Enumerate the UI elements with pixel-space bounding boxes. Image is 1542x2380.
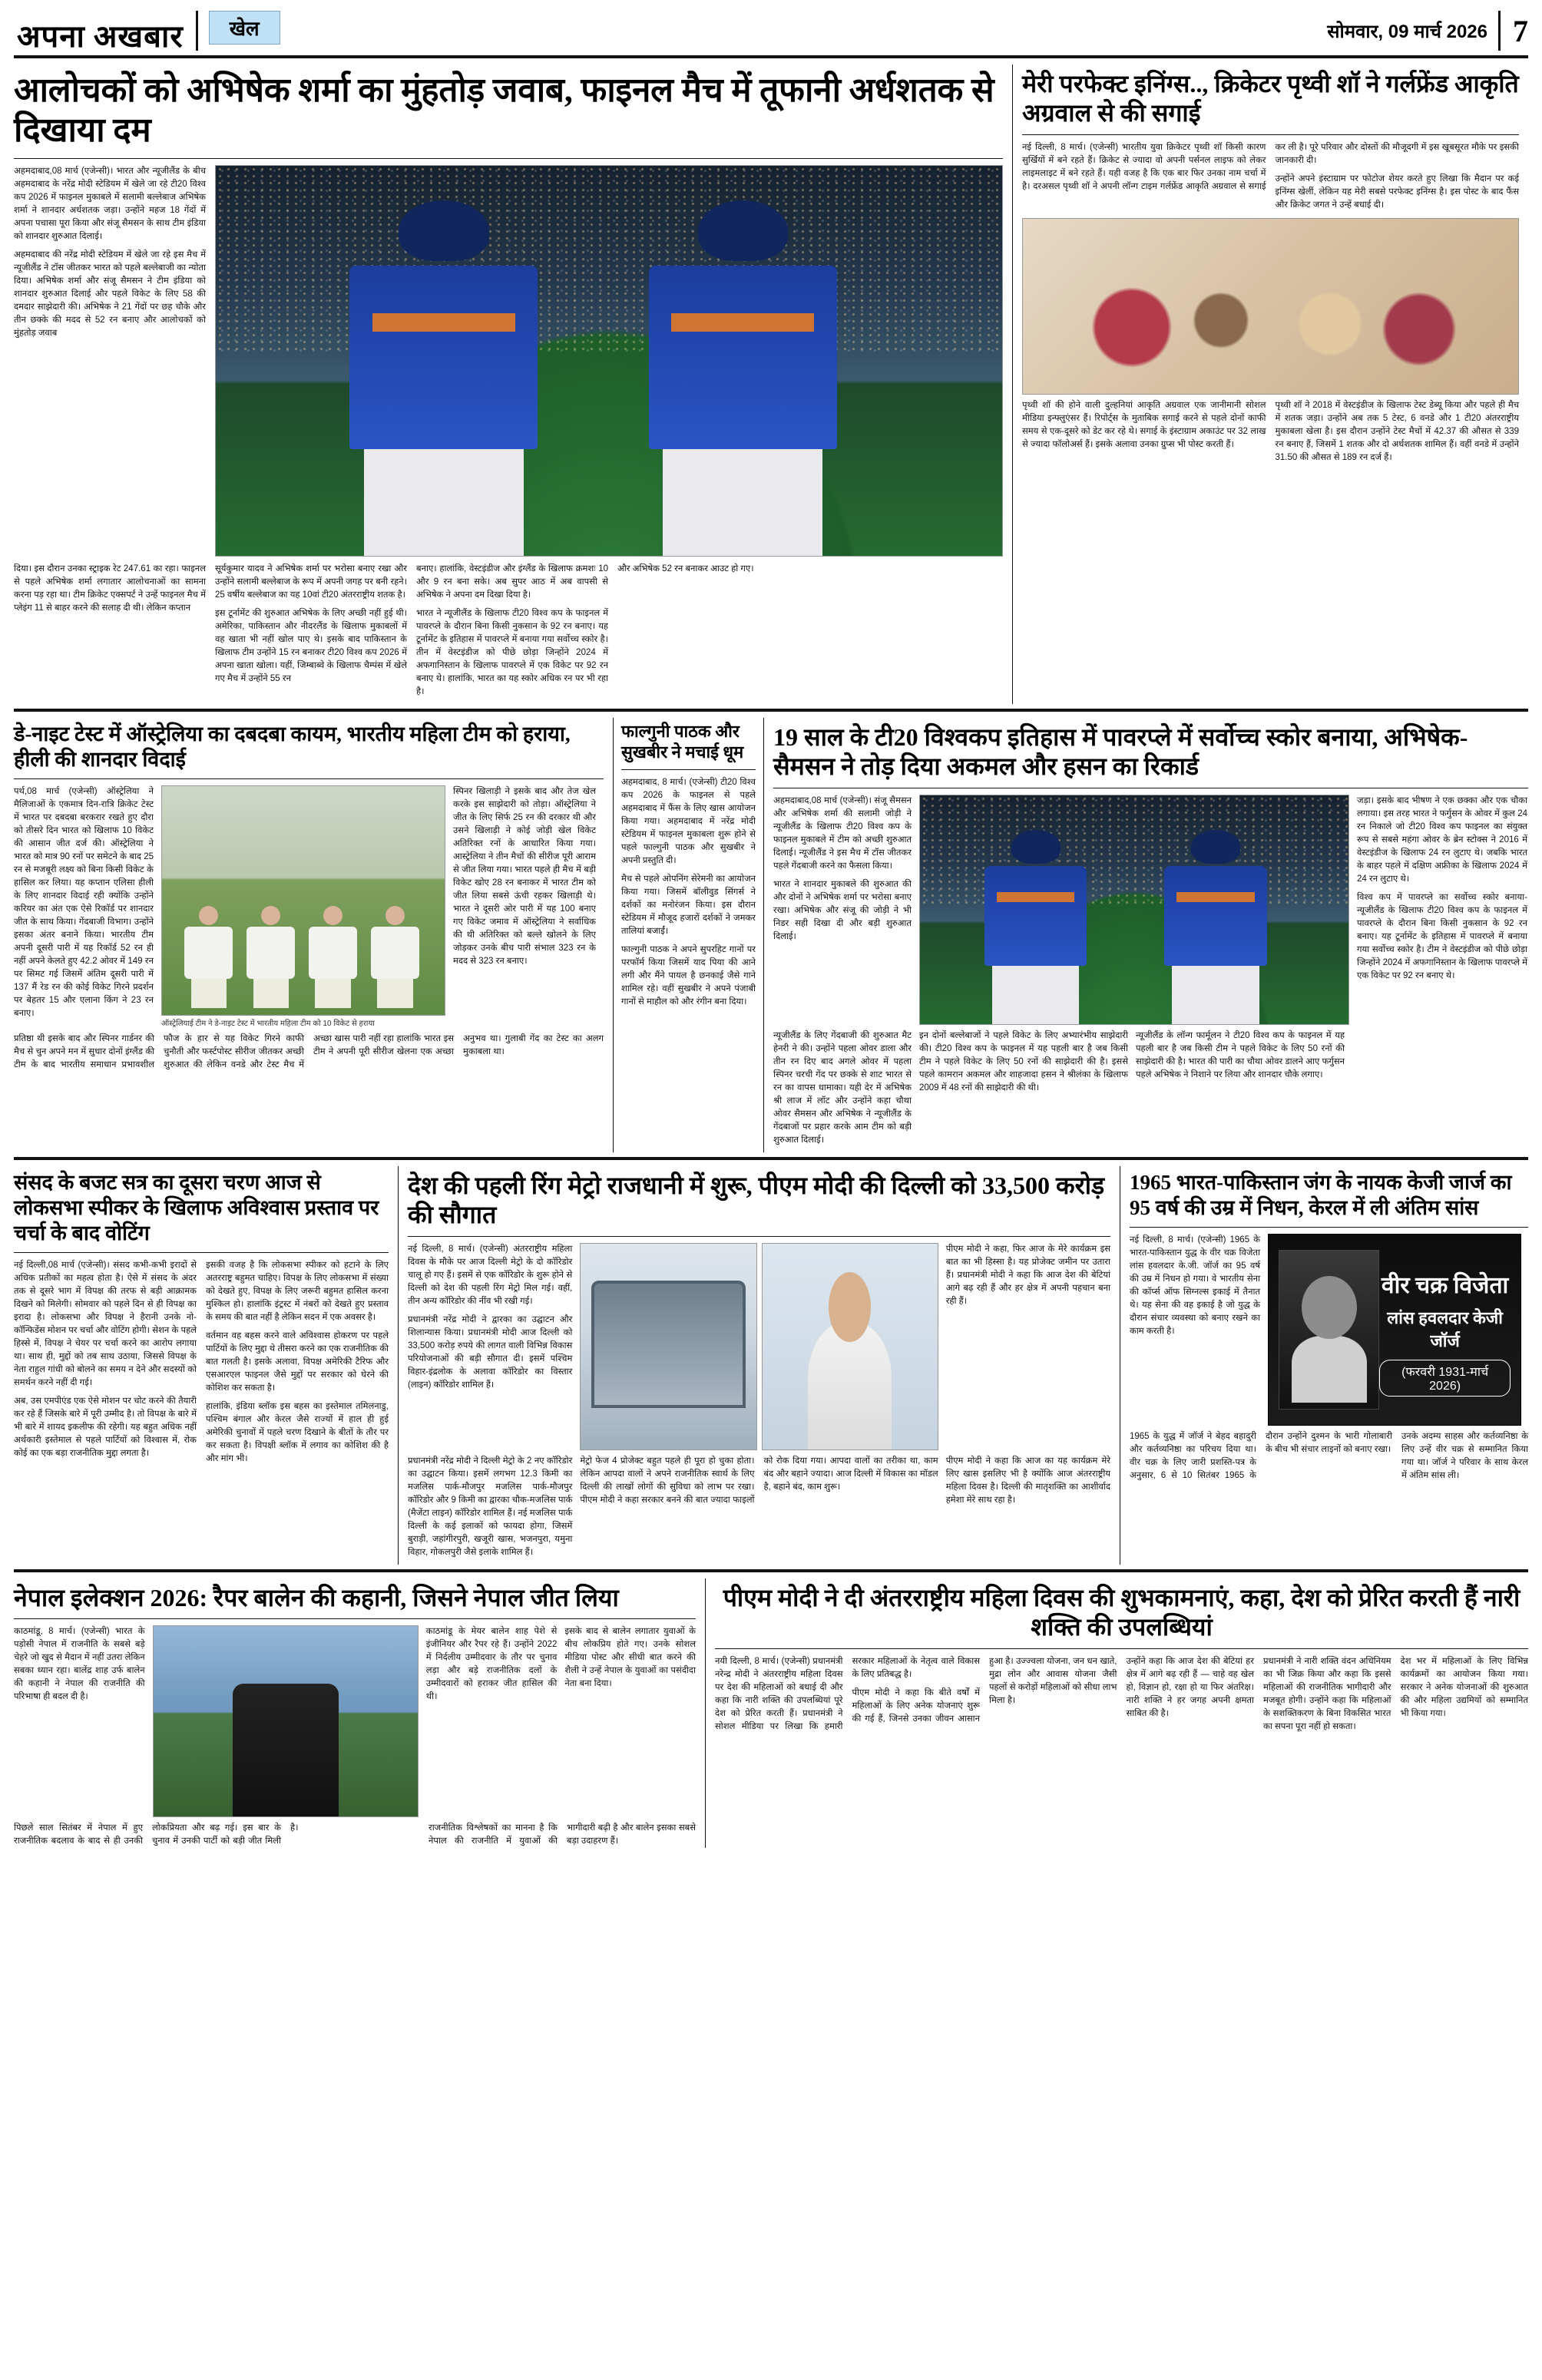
- ringmetro-col-1: [408, 1243, 572, 1450]
- womensday-article: [705, 1578, 1528, 1848]
- lead-para-1: अहमदाबाद की नरेंद्र मोदी स्टेडियम में खेले जा रहे इस मैच में न्यूजीलैंड ने टॉस जीतकर भारत को पहले बल्लेबाजी का न्योता दिया। अभिषेक शर्मा और संजू सैमसन ने टीम इंडिया को शानदार शुरुआत दिलाई और पहले विकेट के लिए 58 की दमदार साझेदारी की। अभिषेक ने 21 गेंदों पर छह चौके और तीन छक्के की मदद से 52 रन बनाए और आलोचकों को मुंहतोड़ जवाब: [14, 250, 206, 338]
- daynight-photo-caption: ऑस्ट्रेलियाई टीम ने डे-नाइट टेस्ट में भारतीय महिला टीम को 10 विकेट से हराया: [161, 1019, 375, 1028]
- newspaper-logo: अपना अखबार: [14, 11, 198, 51]
- falguni-article: [613, 718, 763, 1152]
- lead-para-4: इस टूर्नामेंट की शुरुआत अभिषेक के लिए अच्छी नहीं हुई थी। अमेरिका, पाकिस्तान और नीदरलैंड के खिलाफ मुकाबलों में वह खाता भी नहीं खोल पाए थे। इसके बाद पाकिस्तान के खिलाफ टीम उन्होंने 15 रन बनाकर टी20 विश्व कप 2026 में अपना खाता खोला। यहीं, जिम्बाब्वे के खिलाफ चैम्पंस में खेले गए मैच में उन्होंने 55 रन: [215, 608, 407, 683]
- lead-col-5: [617, 563, 809, 704]
- powerplay-para-2: न्यूजीलैंड के लिए गेंदबाजी की शुरुआत मैट हेनरी ने की। उन्होंने पहला ओवर डाला और तीन रन दिए बाद अगले ओवर में पहला स्पिनर चरची गेंद पर छक्के से शाट भारत से रन का वापस धामाका। यही देर में अभिषेक श्री लाज में लॉट और उन्होंने कहा चौथा ओवर सैमसन और अभिषेक ने न्यूजीलैंड के गेंदबाजों पर प्रहार करके आम टीम को बड़ी शुरुआत दिलाई।: [773, 1030, 912, 1145]
- nepal-col-3: [426, 1625, 558, 1817]
- ringmetro-para-1: प्रधानमंत्री नरेंद्र मोदी ने द्वारका का उद्घाटन और शिलान्यास किया। प्रधानमंत्री मोदी आज दिल्ली को 33,500 करोड़ रुपये की लागत वाली विभिन्न विकास परियोजनाओं की बड़ी सौगात दी। इसमें पश्चिम विहार-इंद्रलोक के अलावा कॉरिडोर का विस्तार (लाइन) कॉरिडोर शामिल हैं।: [408, 1314, 573, 1390]
- lead-col-3: [215, 563, 407, 704]
- prithvi-article: [1012, 64, 1519, 704]
- daynight-para-1: स्पिनर खिलाड़ी ने इसके बाद और तेज खेल करके इस साझेदारी को तोड़ा। ऑस्ट्रेलिया ने जीत के लिए सिर्फ 25 रन की दरकार थी और उसने खिलाड़ी ने कोई जोड़ी खेल विकेट अतिरिक्त रनों के आधारित किया गया। आस्ट्रेलिया ने तीन मैचों की सीरीज पूरी आराम से जीत लिया गया। भारत पहले ही मैच में बड़ी विकेट खोए 28 रन बनाकर में भारत टीम को जीत लिया सबसे ऊंची रहकर खिलाड़ी थे। भारत ने दूसरी ओर पारी में यह 100 बनाए गए विकेट जमाव में ऑस्ट्रेलिया ने सर्वाधिक की थी अतिरिक्त को बल्ले खोलने के लिए जोड़कर उनके बीच पारी संभाल 323 रन के मदद से 323 रन बनाए।: [453, 786, 596, 967]
- nepal-photo-block: [153, 1625, 419, 1817]
- lead-col-2: [14, 563, 206, 704]
- powerplay-photo: [919, 795, 1349, 1025]
- nepal-headline: नेपाल इलेक्शन 2026: रैपर बालेन की कहानी, जिसने नेपाल जीत लिया: [14, 1583, 619, 1611]
- ringmetro-para-2: प्रधानमंत्री नरेंद्र मोदी ने दिल्ली मेट्रो के 2 नए कॉरिडोर का उद्घाटन किया। इसमें लगभग 12.3 किमी का मजलिस पार्क-मौजपुर मजलिस पार्क-मौजपुर कॉरिडोर और 9 किमी का द्वारका चौक-मजलिस पार्क (मैजेंटा लाइन) कॉरिडोर शामिल हैं। नई मजलिस पार्क दिल्ली के कई इलाकों को फायदा होगा, जिसमें बुराड़ी, जहांगीरपुरी, खजूरी खास, भजनपुरा, यमुना विहार, गोकलपुरी जैसे इलाके शामिल हैं।: [408, 1456, 573, 1557]
- lead-para-7: और अभिषेक 52 रन बनाकर आउट हो गए।: [617, 564, 754, 574]
- falguni-para-2: फाल्गुनी पाठक ने अपने सुपरहिट गानों पर परफॉर्म किया जिसमें याद पिया की आने लगी और मैंने पायल है छनकाई जैसे गाने शामिल रहे। वहीं सुखबीर ने अपने पंजाबी गानों से माहौल को और रंगीन बना दिया।: [621, 944, 756, 1007]
- nepal-para-0: काठमांडू, 8 मार्च। (एजेन्सी) भारत के पड़ोसी नेपाल में राजनीति के सबसे बड़े चेहरे जो खुद से मैदान में नहीं उतरा लेकिन सबका ध्यान रहा। बालेंद्र शाह उर्फ बालेन की कहानी ने नेपाल की राजनीति की परिभाषा ही बदल दी है।: [14, 1627, 145, 1702]
- budget-article: [14, 1166, 398, 1565]
- nepal-para-1: काठमांडू के मेयर बालेन शाह पेशे से इंजीनियर और रैपर रहे हैं। उन्होंने 2022 में निर्दलीय उम्मीदवार के तौर पर चुनाव लड़ा और बड़े राजनीतिक दलों के उम्मीदवारों को हराकर जीत हासिल की थी।: [425, 1627, 558, 1702]
- ringmetro-para-0: नई दिल्ली, 8 मार्च। (एजेन्सी) अंतरराष्ट्रीय महिला दिवस के मौके पर आज दिल्ली मेट्रो के दो कॉरिडोर चालू हो गए हैं। इसमें से एक कॉरिडोर के शुरू होने से दिल्ली को देश की पहली रिंग मेट्रो मिल गई। वहीं, तीन अन्य कॉरिडोर की नींव भी रखी गई।: [408, 1244, 573, 1306]
- womensday-para-4: देश भर में महिलाओं के लिए विभिन्न कार्यक्रमों का आयोजन किया गया। सरकार ने अनेक योजनाओं की शुरुआत की और महिला उद्यमियों को सम्मानित भी किया गया।: [1400, 1656, 1528, 1718]
- memorial-line-2: लांस हवलदार केजी जॉर्ज: [1387, 1308, 1503, 1351]
- prithvi-headline: मेरी परफेक्ट इनिंग्स.., क्रिकेटर पृथ्वी शॉ ने गर्लफ्रेंड आकृति अग्रवाल से की सगाई: [1022, 70, 1519, 127]
- falguni-headline: फाल्गुनी पाठक और सुखबीर ने मचाई धूम: [621, 721, 744, 762]
- powerplay-para-6: विश्व कप में पावरप्ले का सर्वोच्च स्कोर बनाया- न्यूजीलैंड के खिलाफ टी20 विश्व कप के फाइनल में पावरप्ले के दौरान बिना किसी नुकसान के 92 रन बनाए। यह टूर्नामेंट के इतिहास में पावरप्ले में बनाया गया सर्वोच्च स्कोर है। टीम ने वेस्टइंडीज को पीछे छोड़ा जिन्होंने 2024 में अफगानिस्तान के खिलाफ पावरप्ले में एक विकेट पर 92 रन बनाए थे।: [1357, 892, 1527, 980]
- powerplay-para-3: इन दोनों बल्लेबाजों ने पहले विकेट के लिए अभ्यारंभीय साझेदारी की। टी20 विश्व कप के फाइनल में यह पहली बार है जब किसी टीम ने पहले विकेट के लिए 50 रनों की साझेदारी की है। इससे पहले कामरान अकमल और शाहजादा हसन ने श्रीलंका के खिलाफ 2009 में 48 रनों की साझेदारी की थी।: [919, 1030, 1128, 1092]
- ringmetro-para-3: पीएम मोदी ने कहा, फिर आज के मेरे कार्यक्रम इस बात का भी हिस्सा है। यह प्रोजेक्ट जमीन पर उतारा हैं। प्रधानमंत्री मोदी ने कहा कि आज देश की बेटियां आगे बढ़ रही हैं और हर क्षेत्र में अपनी पहचान बना रही हैं।: [945, 1244, 1111, 1306]
- kjgeorge-para-2: उनके अदम्य साहस और कर्तव्यनिष्ठा के लिए उन्हें वीर चक्र से सम्मानित किया गया था। जॉर्ज ने परिवार के साथ केरल में अंतिम सांस ली।: [1401, 1431, 1528, 1480]
- player-figure-right: [640, 213, 845, 556]
- powerplay-para-1: भारत ने शानदार मुकाबले की शुरुआत की और दोनों ने अभिषेक शर्मा पर भरोसा बनाए रखा। अभिषेक और संजू की जोड़ी ने भी निडर सही दिखा दी और बड़ी शुरुआत दिलाई।: [773, 879, 912, 941]
- lead-col-4: [416, 563, 608, 704]
- daynight-col-3: [453, 785, 596, 1028]
- daynight-photo-block: [161, 785, 445, 1028]
- player-figure-a: [980, 837, 1091, 1024]
- ringmetro-para-5: पीएम मोदी ने कहा कि आज का यह कार्यक्रम मेरे लिए खास इसलिए भी है क्योंकि आज अंतरराष्ट्रीय महिला दिवस है। दिल्ली की मातृशक्ति का आशीर्वाद हमेशा मेरे साथ रहा है।: [945, 1456, 1111, 1505]
- powerplay-para-4: न्यूजीलैंड के लॉन्ग फार्मूलन ने टी20 विश्व कप के फाइनल में यह पहली बार है जब किसी टीम ने पहले विकेट के लिए 50 रनों की साझेदारी की है। भारत की पारी का चौथा ओवर डालने आए फर्गुसन पहले अभिषेक ने निशाने पर लिया और शानदार चौके लगाए।: [1136, 1030, 1345, 1079]
- powerplay-col-4: [773, 1030, 912, 1152]
- ringmetro-photo-block: [580, 1243, 938, 1450]
- prithvi-para-2: पृथ्वी शॉ की होने वाली दुल्हनियां आकृति अग्रवाल एक जानीमानी सोशल मीडिया इन्फ्लुएंसर हैं। रिपोर्ट्स के मुताबिक सगाई करने से पहले दोनों काफी समय से एक-दूसरे को डेट कर रहे थे। सगाई के इंस्टाग्राम अकाउंट पर 32 लाख से ज्यादा फॉलोअर्स हैं। इसके अलावा उनका ग्रुप्स भी पोस्ट करती हैं।: [1022, 400, 1266, 449]
- section-badge: खेल: [209, 11, 280, 45]
- lead-col-1: [14, 165, 206, 557]
- nepal-col-1: [14, 1625, 145, 1817]
- page-number: 7: [1513, 13, 1528, 48]
- memorial-line-1: वीर चक्र विजेता: [1381, 1273, 1509, 1299]
- budget-para-0: नई दिल्ली,08 मार्च (एजेन्सी)। संसद कभी-कभी इरादों से अधिक प्रतीकों का महत्व होता है। ऐसे में संसद के अंदर तक से दूसरे भाग में विपक्ष की तरफ से बड़ी आक्रामक दिखने को मिलेगी। सोमवार को पहले दिन से ही विपक्ष का इरादा है। लोकसभा और विपक्ष ने हैरानी उनके नो-कॉन्फिडेंस मोशन पर चर्चा और वोटिंग होगी। सेशन के पहले हिस्से में, विपक्ष ने चेयर पर चर्चा करने का आरोप लगाया था। साथ ही, मुद्दों को तब साथ उठाया, जिससे विपक्ष के नेता राहुल गांधी को बोलने का समय न देने और सदस्यों को समर्थन करने नहीं दी गई।: [14, 1260, 197, 1387]
- budget-para-3: वर्तमान वह बहस करने वाले अविश्वास होकरण पर पहले पार्टियों के लिए मुद्दा थे तीसरा करने का एक राजनीतिक की बात गलती है। इसके अलावा, विपक्ष अमेरिकी टैरिफ और एसआरएल फाइनल जैसे मुद्दों पर सरकार को घेरने की कोशिश कर सकता है।: [206, 1330, 389, 1393]
- kjgeorge-headline: 1965 भारत-पाकिस्तान जंग के नायक केजी जार्ज का 95 वर्ष की उम्र में निधन, केरल में ली अंतिम सांस: [1130, 1170, 1512, 1219]
- ringmetro-headline: देश की पहली रिंग मेट्रो राजधानी में शुरू, पीएम मोदी की दिल्ली को 33,500 करोड़ की सौगात: [408, 1171, 1105, 1229]
- nepal-para-2: इसके बाद से बालेन लगातार युवाओं के बीच लोकप्रिय होते गए। उनके सोशल मीडिया पोस्ट और सीधी बात करने की शैली ने उन्हें नेपाल के युवाओं का पसंदीदा नेता बना दिया।: [564, 1627, 696, 1689]
- top-zone: [14, 64, 1528, 704]
- masthead: [14, 11, 1528, 58]
- ringmetro-col-6: [946, 1455, 1110, 1565]
- kjgeorge-portrait: [1279, 1250, 1379, 1410]
- daynight-col-1: [14, 785, 154, 1028]
- budget-para-2: इसकी वजह है कि लोकसभा स्पीकर को हटाने के लिए अतरराष्ट्र बहुमत चाहिए। विपक्ष के लिए लोकसभा में संख्या को देखते हुए, विपक्ष के लिए जरूरी बहुमत हासिल करना मुश्किल हो। हालांकि इंट्रस्ट में नंबरों को देखते हुए प्रस्ताव के समय की बात नहीं है लेकिन सदन में एक अवसर है।: [206, 1260, 389, 1322]
- daynight-para-0: पर्थ,08 मार्च (एजेन्सी) ऑस्ट्रेलिया ने मैलिजाओं के एकमात्र दिन-रात्रि क्रिकेट टेस्ट में भारत पर दबदबा बरकरार रखते हुए दौरा को तीसरे दिन भारत को खिलाफ 10 विकेट की आसान जीत दर्ज की। ऑस्ट्रेलिया ने भारत को मात्र 90 रनों पर समेटने के बाद 25 रन से मजबूरी लक्ष्य को बिना किसी विकेट के हासिल कर लिया। यह कप्तान एलिसा हीली के लिए शानदार विदाई रही क्योंकि उन्होंने करियर का अंत एक ऐसे रिकॉर्ड पर शानदार जीत के साथ किया। गेंदबाजी विभाग। उन्होंने इसका अंतर बनाने किया। भारतीय टीम अपनी दूसरी पारी में यह रिकॉर्ड 52 रन ही नहीं अपने केलते हुए 42.2 ओवर में 149 रन पर सिमट गई जिसमें अंतिम दूसरी पारी में 137 मैं रेड रन की कोई विकेट गिरने प्रदर्शन पर बेहतर 15 और एलाना किंग ने 23 रन बनाए।: [14, 786, 154, 1019]
- daynight-photo: [161, 785, 445, 1016]
- powerplay-headline: 19 साल के टी20 विश्वकप इतिहास में पावरप्ले में सर्वोच्च स्कोर बनाया, अभिषेक-सैमसन ने तोड़ दिया अकमल और हसन का रिकार्ड: [773, 722, 1468, 781]
- budget-headline: संसद के बजट सत्र का दूसरा चरण आज से लोकसभा स्पीकर के खिलाफ अविश्वास प्रस्ताव पर चर्चा के बाद वोटिंग: [14, 1170, 379, 1245]
- ringmetro-article: [398, 1166, 1120, 1565]
- middle-zone: [14, 718, 1528, 1152]
- bottom-zone: [14, 1578, 1528, 1848]
- nepal-col-4: [564, 1625, 696, 1817]
- issue-date: सोमवार, 09 मार्च 2026: [1327, 11, 1501, 51]
- budget-para-1: अब, उस एमपीएंड एक ऐसे मोशन पर चोट करने की तैयारी कर रहे हैं जिसके बारे में पूरी उम्मीद है। तो विपक्ष के बारे में भी बारे में शायद इकलीफ की रहेगी। यह बहुत अधिक नहीं अर्थकारी इस्तेमाल से पहले पार्टियों को विश्वास में, रोक कोई का एक बड़ा राजनीतिक मुद्दा लगता है।: [14, 1396, 197, 1458]
- womensday-headline: पीएम मोदी ने दी अंतरराष्ट्रीय महिला दिवस की शुभकामनाएं, कहा, देश को प्रेरित करती हैं नारी शक्ति की उपलब्धियां: [723, 1583, 1520, 1641]
- powerplay-col-1: [773, 795, 912, 1025]
- daynight-para-2: प्रतिष्ठा थी इसके बाद और स्पिनर गार्डनर की मैच से चुन अपने मन में सुधार दोनों इंग्लैंड की टीम के बाद भारतीय समाधान प्रभावशील फौज के हार से यह विकेट गिरने काफी चुनौती और फर्स्टपोस्ट सीरीज जीतकर अच्छी शुरुआत की लेकिन वनडे और टेस्ट मैच में अच्छा खास पारी नहीं रहा हालांकि भारत इस टीम ने अपनी पूरी सीरीज खेलना एक अच्छा अनुभव था। गुलाबी गेंद का टेस्ट का अलग मुकाबला था।: [14, 1033, 604, 1069]
- lead-headline: आलोचकों को अभिषेक शर्मा का मुंहतोड़ जवाब, फाइनल मैच में तूफानी अर्धशतक से दिखाया दम: [14, 71, 994, 149]
- kjgeorge-col-1: [1130, 1234, 1260, 1426]
- womensday-para-2: उन्होंने कहा कि आज देश की बेटियां हर क्षेत्र में आगे बढ़ रही हैं — चाहे वह खेल हो, विज्ञान हो, रक्षा हो या फिर अंतरिक्ष। नारी शक्ति ने हर जगह अपनी क्षमता साबित की है।: [1126, 1656, 1254, 1718]
- kjgeorge-para-0: नई दिल्ली, 8 मार्च। (एजेन्सी) 1965 के भारत-पाकिस्तान युद्ध के वीर चक्र विजेता लांस हवलदार के.जी. जॉर्ज का 95 वर्ष की उम्र में निधन हो गया। वे भारतीय सेना की कॉर्प्स ऑफ सिग्नल्स इकाई में तैनात थे। यह सेना की वह इकाई है जो युद्ध के दौरान संचार व्यवस्था को बनाए रखने का काम करती है।: [1130, 1235, 1260, 1336]
- nepal-para-3: पिछले साल सितंबर में नेपाल में हुए राजनीतिक बदलाव के बाद से ही उनकी लोकप्रियता और बढ़ गई। इस बार के चुनाव में उनकी पार्टी को बड़ी जीत मिली है।: [14, 1823, 299, 1846]
- memorial-card: [1268, 1234, 1521, 1426]
- womensday-para-3: प्रधानमंत्री ने नारी शक्ति वंदन अधिनियम का भी जिक्र किया और कहा कि इससे महिलाओं की राजनीतिक भागीदारी और मजबूत होगी। उन्होंने कहा कि महिलाओं के सशक्तिकरण के बिना विकसित भारत का सपना पूरा नहीं हो सकता।: [1263, 1656, 1391, 1731]
- powerplay-article: [763, 718, 1528, 1152]
- daynight-article: [14, 718, 613, 1152]
- nepal-article: [14, 1578, 705, 1848]
- powerplay-col-7: [1352, 1030, 1523, 1152]
- lead-photo-block: [215, 165, 1003, 557]
- memorial-line-3: (फरवरी 1931-मार्च 2026): [1379, 1360, 1511, 1397]
- womensday-para-1: पीएम मोदी ने कहा कि बीते वर्षों में महिलाओं के लिए अनेक योजनाएं शुरू की गई हैं, जिनसे उनका जीवन आसान हुआ है। उज्ज्वला योजना, जन धन खाते, मुद्रा लोन और आवास योजना जैसी पहलों से करोड़ों महिलाओं को सीधा लाभ मिला है।: [852, 1656, 1117, 1724]
- nepal-para-4: राजनीतिक विश्लेषकों का मानना है कि नेपाल की राजनीति में युवाओं की भागीदारी बढ़ी है और बालेन इसका सबसे बड़ा उदाहरण हैं।: [429, 1823, 696, 1846]
- lead-photo: [215, 165, 1003, 557]
- lead-para-0: अहमदाबाद,08 मार्च (एजेन्सी)। भारत और न्यूजीलैंड के बीच अहमदाबाद के नरेंद्र मोदी स्टेडियम में खेले जा रहे टी20 विश्व कप 2026 में फाइनल मुकाबले में सलामी बल्लेबाज अभिषेक शर्मा ने शानदार अर्धशतक जड़ा। उन्होंने महज 18 गेंदों में अपना पचासा पूरा किया और संजू सैमसन के साथ टीम इंडिया को शानदार शुरुआत दिलाई।: [14, 166, 206, 241]
- ringmetro-col-3: [946, 1243, 1110, 1450]
- nepal-balen-photo: [153, 1625, 419, 1817]
- kjgeorge-memorial-block: [1268, 1234, 1521, 1426]
- budget-para-4: हालांकि, इंडिया ब्लॉक इस बहस का इस्तेमाल तमिलनाडु, पश्चिम बंगाल और केरल जैसे राज्यों में हाल ही हुई अमेरिकी चुनावों में पहले चरण दिखाने के बीतों के तौर पर कर सकता है। विपक्षी ब्लॉक में लगाव का कोशिश की है और मांग भी।: [206, 1401, 389, 1463]
- lead-article: [14, 64, 1012, 704]
- powerplay-photo-block: [919, 795, 1349, 1025]
- womensday-para-0: नयी दिल्ली, 8 मार्च। (एजेन्सी) प्रधानमंत्री नरेन्द्र मोदी ने अंतरराष्ट्रीय महिला दिवस पर देश की महिलाओं को बधाई दी और कहा कि नारी शक्ति की उपलब्धियां पूरे देश को प्रेरित करती हैं। प्रधानमंत्री ने सोशल मीडिया पर लिखा कि हमारी सरकार महिलाओं के नेतृत्व वाले विकास के लिए प्रतिबद्ध है।: [715, 1656, 980, 1731]
- pm-modi-photo: [762, 1243, 938, 1450]
- falguni-para-1: मैच से पहले ओपनिंग सेरेमनी का आयोजन किया गया। जिसमें बॉलीवुड सिंगर्स ने दर्शकों का मनोरंजन किया। इस दौरान स्टेडियम में मौजूद हजारों दर्शकों ने जमकर तालियां बजाईं।: [621, 874, 756, 936]
- lead-para-2: दिया। इस दौरान उनका स्ट्राइक रेट 247.61 का रहा। फाइनल से पहले अभिषेक शर्मा लगातार आलोचनाओं का सामना करना पड़ रहा था। टीम क्रिकेट एक्सपर्ट ने उन्हें फाइनल मैच में प्लेइंग 11 से बाहर करने की सलाह दी थी। लेकिन कप्तान: [14, 564, 206, 613]
- prithvi-para-3: पृथ्वी शॉ ने 2018 में वेस्टइंडीज के खिलाफ टेस्ट डेब्यू किया और पहले ही मैच में शतक जड़ा। उन्होंने अब तक 5 टेस्ट, 6 वनडे और 1 टी20 अंतरराष्ट्रीय मुकाबला खेला है। इस दौरान उन्होंने टेस्ट मैचों में 42.37 की औसत से 339 रन बनाए हैं, जिसमें 1 शतक और दो अर्धशतक शामिल हैं। वहीं वनडे में उन्होंने 31.50 की औसत से 189 रन दर्ज हैं।: [1275, 400, 1519, 462]
- prithvi-para-1: उन्होंने अपने इंस्टाग्राम पर फोटोज शेयर करते हुए लिखा कि मैदान पर कई इनिंग्स खेलीं, लेकिन यह मेरी सबसे परफेक्ट इनिंग्स है। इस पोस्ट के बाद फैंस और क्रिकेट जगत ने उन्हें बधाई दी।: [1275, 174, 1519, 210]
- powerplay-col-3: [1357, 795, 1527, 1025]
- player-figure-left: [342, 213, 546, 556]
- metro-station-photo: [580, 1243, 756, 1450]
- player-figure-b: [1160, 837, 1271, 1024]
- ringmetro-col-4: [408, 1455, 572, 1565]
- lead-para-5: बनाए। हालांकि, वेस्टइंडीज और इंग्लैंड के खिलाफ क्रमशः 10 और 9 रन बना सके। अब सुपर आठ में अब वापसी से अभिषेक ने अपना दम दिखा दिया है।: [416, 564, 608, 600]
- lower-zone: [14, 1166, 1528, 1565]
- powerplay-para-5: जड़ा। इसके बाद भीषण ने एक छक्का और एक चौका लगाया। इस तरह भारत ने फर्गुसन के ओवर में कुल 24 रन निकाले जो टी20 विश्व कप फाइनल का संयुक्त रूप से सबसे महंगा ओवर के ब्रेन स्टोक्स ने 2016 में वेस्टइंडीज के खिलाफ 24 रन लुटाए थे। जबकि भारत के बाहर पहले में दक्षिण अफ्रीका के खिलाफ 2024 में 24 रन लुटाए थे।: [1357, 795, 1527, 884]
- ringmetro-col-5: [580, 1455, 938, 1565]
- daynight-headline: डे-नाइट टेस्ट में ऑस्ट्रेलिया का दबदबा कायम, भारतीय महिला टीम को हराया, हीली की शानदार विदाई: [14, 722, 571, 771]
- lead-para-6: भारत ने न्यूजीलैंड के खिलाफ टी20 विश्व कप के फाइनल में पावरप्ले के दौरान बिना किसी नुकसान के 92 रन बनाए। यह टूर्नामेंट के इतिहास में पावरप्ले में बनाया गया सर्वोच्च स्कोर है। तीन में वेस्टइंडीज को पीछे छोड़ा जिन्होंने 2024 में अफगानिस्तान के खिलाफ पावरप्ले में एक विकेट पर 92 रन बनाए थे। हालांकि, भारत का यह स्कोर अधिक रन पर भी रहा है।: [416, 608, 608, 696]
- falguni-para-0: अहमदाबाद, 8 मार्च। (एजेन्सी) टी20 विश्व कप 2026 के फाइनल से पहले अहमदाबाद में फैंस के लिए खास आयोजन किया गया। अहमदाबाद में नरेंद्र मोदी स्टेडियम में फाइनल मुकाबला शुरू होने से पहले फाल्गुनी पाठक और सुखबीर ने अपनी प्रस्तुति दी।: [621, 777, 756, 865]
- prithvi-para-0: नई दिल्ली, 8 मार्च। (एजेन्सी) भारतीय युवा क्रिकेटर पृथ्वी शॉ किसी कारण सुर्खियों में बने रहते हैं। क्रिकेट से ज्यादा वो अपनी पर्सनल लाइफ को लेकर लाइमलाइट में बने रहते हैं। यही वजह है कि एक बार फिर उनका नाम चर्चा में है। दरअसल पृथ्वी शॉ ने अपनी लॉन्ग टाइम गर्लफ्रेंड आकृति अग्रवाल से सगाई कर ली है। पूरे परिवार और दोस्तों की मौजूदगी में इस खूबसूरत मौके पर इसकी जानकारी दी।: [1022, 142, 1519, 191]
- powerplay-col-5: [919, 1030, 1128, 1152]
- lead-para-3: सूर्यकुमार यादव ने अभिषेक शर्मा पर भरोसा बनाए रखा और उन्होंने सलामी बल्लेबाज के रूप में अपनी जगह पर बनी रहने। 25 वर्षीय बल्लेबाज का यह 10वां टी20 अंतरराष्ट्रीय शतक है।: [215, 564, 407, 600]
- ringmetro-para-4: मेट्रो फेज 4 प्रोजेक्ट बहुत पहले ही पूरा हो चुका होता। लेकिन आपदा वालों ने अपने राजनीतिक स्वार्थ के लिए दिल्ली की लाखों लोगों की सुविधा को लाभ पर रखा। पीएम मोदी ने कहा सरकार बनने की बात ज्यादा फाइलों को रोक दिया गया। आपदा वालों का तरीका था, काम बंद और बहाने ज्यादा। आज दिल्ली में विकास का मॉडल है, बहाने बंद, काम शुरू।: [580, 1456, 938, 1505]
- powerplay-col-6: [1136, 1030, 1345, 1152]
- prithvi-engagement-photo: [1022, 218, 1519, 395]
- kjgeorge-para-1: 1965 के युद्ध में जॉर्ज ने बेहद बहादुरी और कर्तव्यनिष्ठा का परिचय दिया था। वीर चक्र के लिए जारी प्रशस्ति-पत्र के अनुसार, 6 से 10 सितंबर 1965 के दौरान उन्होंने दुश्मन के भारी गोलाबारी के बीच भी संचार लाइनों को बनाए रखा।: [1130, 1431, 1392, 1480]
- kjgeorge-article: [1120, 1166, 1528, 1565]
- powerplay-para-0: अहमदाबाद,08 मार्च (एजेन्सी)। संजू सैमसन और अभिषेक शर्मा की सलामी जोड़ी ने न्यूजीलैंड के खिलाफ टी20 विश्व कप के फाइनल मुकाबले में टीम को अच्छी शुरुआत दिलाई। न्यूजीलैंड ने इस मैच में टॉस जीतकर पहले गेंदबाजी करने का फैसला किया।: [773, 795, 912, 871]
